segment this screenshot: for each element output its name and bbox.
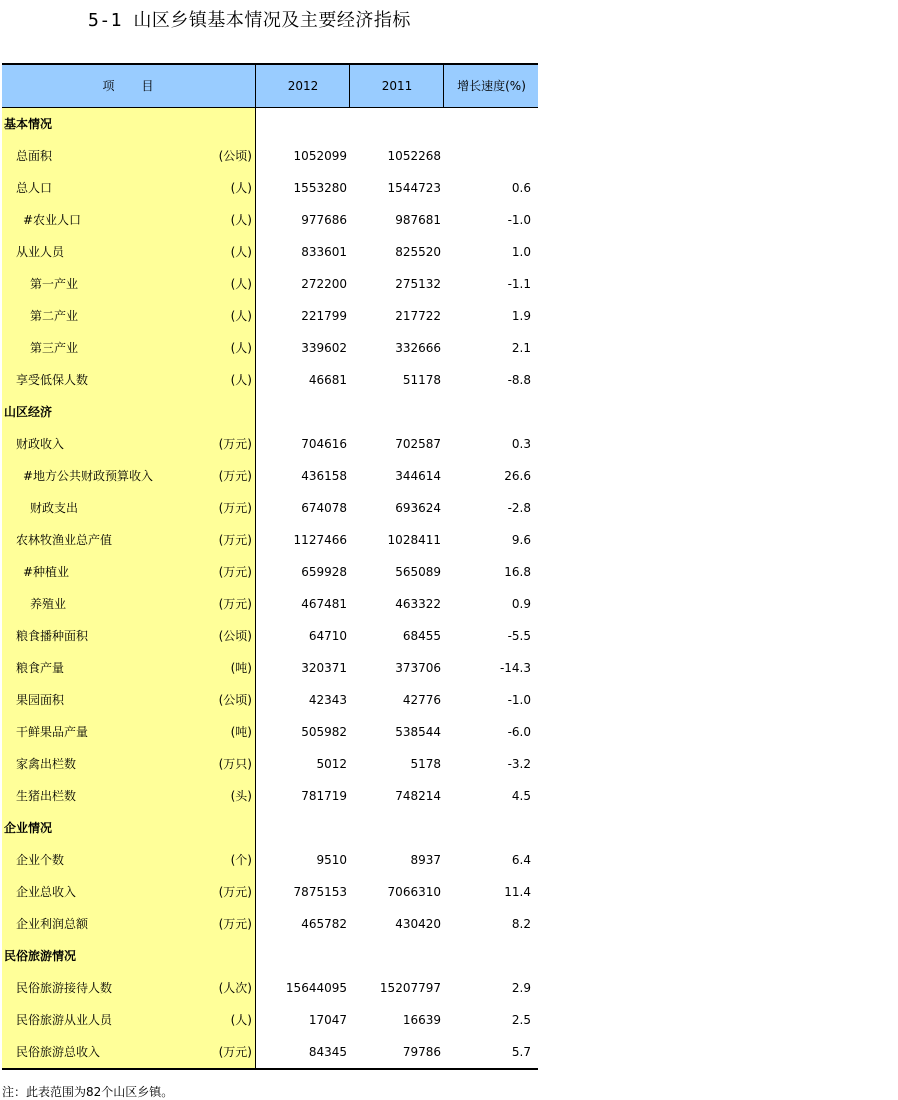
row-label: 总人口 bbox=[16, 181, 53, 195]
table-row bbox=[2, 588, 538, 620]
row-label: 总面积 bbox=[16, 149, 53, 163]
value-2011: 538544 bbox=[395, 725, 441, 739]
value-2012: 1127466 bbox=[293, 533, 347, 547]
table-row bbox=[2, 492, 538, 524]
value-2011: 5178 bbox=[410, 757, 441, 771]
table-row bbox=[2, 972, 538, 1004]
header-2011: 2011 bbox=[349, 65, 444, 107]
value-2011: 373706 bbox=[395, 661, 441, 675]
value-2012: 7875153 bbox=[293, 885, 347, 899]
section-row bbox=[2, 940, 538, 972]
row-unit: (人) bbox=[230, 1013, 252, 1027]
table-row bbox=[2, 556, 538, 588]
row-label: 家禽出栏数 bbox=[16, 757, 77, 771]
table-row bbox=[2, 780, 538, 812]
row-label: 民俗旅游从业人员 bbox=[16, 1013, 113, 1027]
row-unit: (万元) bbox=[218, 917, 252, 931]
growth-rate: -5.5 bbox=[507, 629, 531, 643]
header-growth-rate: 增长速度(%) bbox=[443, 65, 539, 107]
row-unit: (公顷) bbox=[218, 629, 252, 643]
row-unit: (头) bbox=[230, 789, 252, 803]
table-row bbox=[2, 1004, 538, 1036]
value-2012: 505982 bbox=[301, 725, 347, 739]
growth-rate: 9.6 bbox=[511, 533, 531, 547]
row-unit: (万元) bbox=[218, 437, 252, 451]
row-label: #地方公共财政预算收入 bbox=[23, 469, 154, 483]
row-unit: (人) bbox=[230, 341, 252, 355]
row-label: 粮食播种面积 bbox=[16, 629, 89, 643]
row-unit: (万元) bbox=[218, 533, 252, 547]
value-2011: 42776 bbox=[402, 693, 441, 707]
table-row bbox=[2, 908, 538, 940]
value-2012: 833601 bbox=[301, 245, 347, 259]
header-2012: 2012 bbox=[255, 65, 350, 107]
growth-rate: 2.9 bbox=[511, 981, 531, 995]
value-2012: 15644095 bbox=[285, 981, 347, 995]
row-label: 农林牧渔业总产值 bbox=[16, 533, 113, 547]
growth-rate: 1.9 bbox=[511, 309, 531, 323]
row-unit: (个) bbox=[230, 853, 252, 867]
table-row bbox=[2, 364, 538, 396]
value-2012: 221799 bbox=[301, 309, 347, 323]
growth-rate: 0.3 bbox=[511, 437, 531, 451]
growth-rate: 11.4 bbox=[504, 885, 531, 899]
row-unit: (万元) bbox=[218, 885, 252, 899]
table-row bbox=[2, 1036, 538, 1068]
row-label: 从业人员 bbox=[16, 245, 65, 259]
section-title: 山区经济 bbox=[4, 405, 53, 419]
table-row bbox=[2, 876, 538, 908]
value-2012: 436158 bbox=[301, 469, 347, 483]
row-label: #种植业 bbox=[23, 565, 70, 579]
growth-rate: 4.5 bbox=[511, 789, 531, 803]
row-unit: (公顷) bbox=[218, 149, 252, 163]
value-2012: 9510 bbox=[316, 853, 347, 867]
row-unit: (万元) bbox=[218, 501, 252, 515]
value-2011: 8937 bbox=[410, 853, 441, 867]
table-row bbox=[2, 524, 538, 556]
value-2012: 272200 bbox=[301, 277, 347, 291]
table-row bbox=[2, 716, 538, 748]
row-label: 民俗旅游总收入 bbox=[16, 1045, 101, 1059]
row-label: 第三产业 bbox=[30, 341, 79, 355]
value-2012: 46681 bbox=[308, 373, 347, 387]
section-title: 民俗旅游情况 bbox=[4, 949, 77, 963]
row-label: 粮食产量 bbox=[16, 661, 65, 675]
row-unit: (人) bbox=[230, 213, 252, 227]
row-label: 第二产业 bbox=[30, 309, 79, 323]
table-row bbox=[2, 844, 538, 876]
value-2012: 781719 bbox=[301, 789, 347, 803]
growth-rate: -1.0 bbox=[507, 693, 531, 707]
growth-rate: -1.1 bbox=[507, 277, 531, 291]
row-unit: (公顷) bbox=[218, 693, 252, 707]
value-2011: 344614 bbox=[395, 469, 441, 483]
row-label: 企业总收入 bbox=[16, 885, 77, 899]
section-title: 基本情况 bbox=[4, 117, 53, 131]
growth-rate: 26.6 bbox=[504, 469, 531, 483]
row-unit: (人) bbox=[230, 245, 252, 259]
value-2011: 7066310 bbox=[387, 885, 441, 899]
row-unit: (万元) bbox=[218, 565, 252, 579]
value-2011: 702587 bbox=[395, 437, 441, 451]
growth-rate: -6.0 bbox=[507, 725, 531, 739]
row-unit: (人次) bbox=[218, 981, 252, 995]
row-unit: (人) bbox=[230, 277, 252, 291]
section-row bbox=[2, 396, 538, 428]
growth-rate: 2.1 bbox=[511, 341, 531, 355]
table-row bbox=[2, 652, 538, 684]
table-row bbox=[2, 204, 538, 236]
row-label: 财政支出 bbox=[30, 501, 79, 515]
value-2012: 64710 bbox=[308, 629, 347, 643]
table-row bbox=[2, 236, 538, 268]
growth-rate: 6.4 bbox=[511, 853, 531, 867]
table-row bbox=[2, 332, 538, 364]
value-2012: 42343 bbox=[308, 693, 347, 707]
growth-rate: -8.8 bbox=[507, 373, 531, 387]
table-note: 注：此表范围为82个山区乡镇。 bbox=[2, 1085, 174, 1099]
value-2012: 465782 bbox=[301, 917, 347, 931]
row-label: 民俗旅游接待人数 bbox=[16, 981, 113, 995]
value-2011: 825520 bbox=[395, 245, 441, 259]
value-2012: 659928 bbox=[301, 565, 347, 579]
value-2011: 748214 bbox=[395, 789, 441, 803]
value-2011: 275132 bbox=[395, 277, 441, 291]
value-2012: 704616 bbox=[301, 437, 347, 451]
row-unit: (万元) bbox=[218, 597, 252, 611]
section-row bbox=[2, 108, 538, 140]
row-label: 企业个数 bbox=[16, 853, 65, 867]
row-unit: (人) bbox=[230, 181, 252, 195]
section-title: 企业情况 bbox=[4, 821, 53, 835]
row-unit: (万只) bbox=[218, 757, 252, 771]
growth-rate: -14.3 bbox=[499, 661, 531, 675]
value-2012: 84345 bbox=[308, 1045, 347, 1059]
table-row bbox=[2, 172, 538, 204]
row-label: 享受低保人数 bbox=[16, 373, 89, 387]
value-2012: 467481 bbox=[301, 597, 347, 611]
growth-rate: 5.7 bbox=[511, 1045, 531, 1059]
row-unit: (万元) bbox=[218, 1045, 252, 1059]
section-row bbox=[2, 812, 538, 844]
growth-rate: 8.2 bbox=[511, 917, 531, 931]
value-2012: 339602 bbox=[301, 341, 347, 355]
table-row bbox=[2, 748, 538, 780]
table-row bbox=[2, 140, 538, 172]
value-2011: 1052268 bbox=[387, 149, 441, 163]
table-bottom-rule bbox=[2, 1068, 538, 1070]
value-2012: 977686 bbox=[301, 213, 347, 227]
value-2011: 1028411 bbox=[387, 533, 441, 547]
value-2012: 674078 bbox=[301, 501, 347, 515]
value-2011: 565089 bbox=[395, 565, 441, 579]
table-row bbox=[2, 620, 538, 652]
growth-rate: -3.2 bbox=[507, 757, 531, 771]
growth-rate: 16.8 bbox=[504, 565, 531, 579]
value-2011: 68455 bbox=[402, 629, 441, 643]
row-unit: (人) bbox=[230, 309, 252, 323]
value-2011: 987681 bbox=[395, 213, 441, 227]
growth-rate: 0.6 bbox=[511, 181, 531, 195]
value-2011: 1544723 bbox=[387, 181, 441, 195]
row-label: #农业人口 bbox=[23, 213, 82, 227]
growth-rate: 2.5 bbox=[511, 1013, 531, 1027]
row-unit: (吨) bbox=[230, 725, 252, 739]
page-title: 5-1 山区乡镇基本情况及主要经济指标 bbox=[88, 10, 411, 31]
value-2011: 79786 bbox=[402, 1045, 441, 1059]
table-row bbox=[2, 268, 538, 300]
row-unit: (万元) bbox=[218, 469, 252, 483]
value-2012: 17047 bbox=[308, 1013, 347, 1027]
row-unit: (吨) bbox=[230, 661, 252, 675]
value-2011: 16639 bbox=[402, 1013, 441, 1027]
row-label: 企业利润总额 bbox=[16, 917, 89, 931]
table-row bbox=[2, 300, 538, 332]
table-row bbox=[2, 428, 538, 460]
table-row bbox=[2, 684, 538, 716]
growth-rate: 0.9 bbox=[511, 597, 531, 611]
growth-rate: -1.0 bbox=[507, 213, 531, 227]
value-2011: 430420 bbox=[395, 917, 441, 931]
growth-rate: -2.8 bbox=[507, 501, 531, 515]
value-2011: 693624 bbox=[395, 501, 441, 515]
row-label: 财政收入 bbox=[16, 437, 65, 451]
row-label: 干鲜果品产量 bbox=[16, 725, 89, 739]
value-2012: 1052099 bbox=[293, 149, 347, 163]
value-2012: 1553280 bbox=[293, 181, 347, 195]
value-2011: 217722 bbox=[395, 309, 441, 323]
row-unit: (人) bbox=[230, 373, 252, 387]
row-label: 养殖业 bbox=[30, 597, 67, 611]
row-label: 果园面积 bbox=[16, 693, 65, 707]
table-body bbox=[2, 108, 538, 1068]
row-label: 生猪出栏数 bbox=[16, 789, 77, 803]
value-2011: 463322 bbox=[395, 597, 441, 611]
table-header bbox=[2, 63, 538, 108]
table-row bbox=[2, 460, 538, 492]
statistics-table bbox=[2, 63, 538, 1070]
value-2011: 51178 bbox=[402, 373, 441, 387]
row-label: 第一产业 bbox=[30, 277, 79, 291]
value-2011: 15207797 bbox=[379, 981, 441, 995]
header-item: 项 目 bbox=[102, 79, 155, 93]
value-2011: 332666 bbox=[395, 341, 441, 355]
growth-rate: 1.0 bbox=[511, 245, 531, 259]
value-2012: 5012 bbox=[316, 757, 347, 771]
value-2012: 320371 bbox=[301, 661, 347, 675]
